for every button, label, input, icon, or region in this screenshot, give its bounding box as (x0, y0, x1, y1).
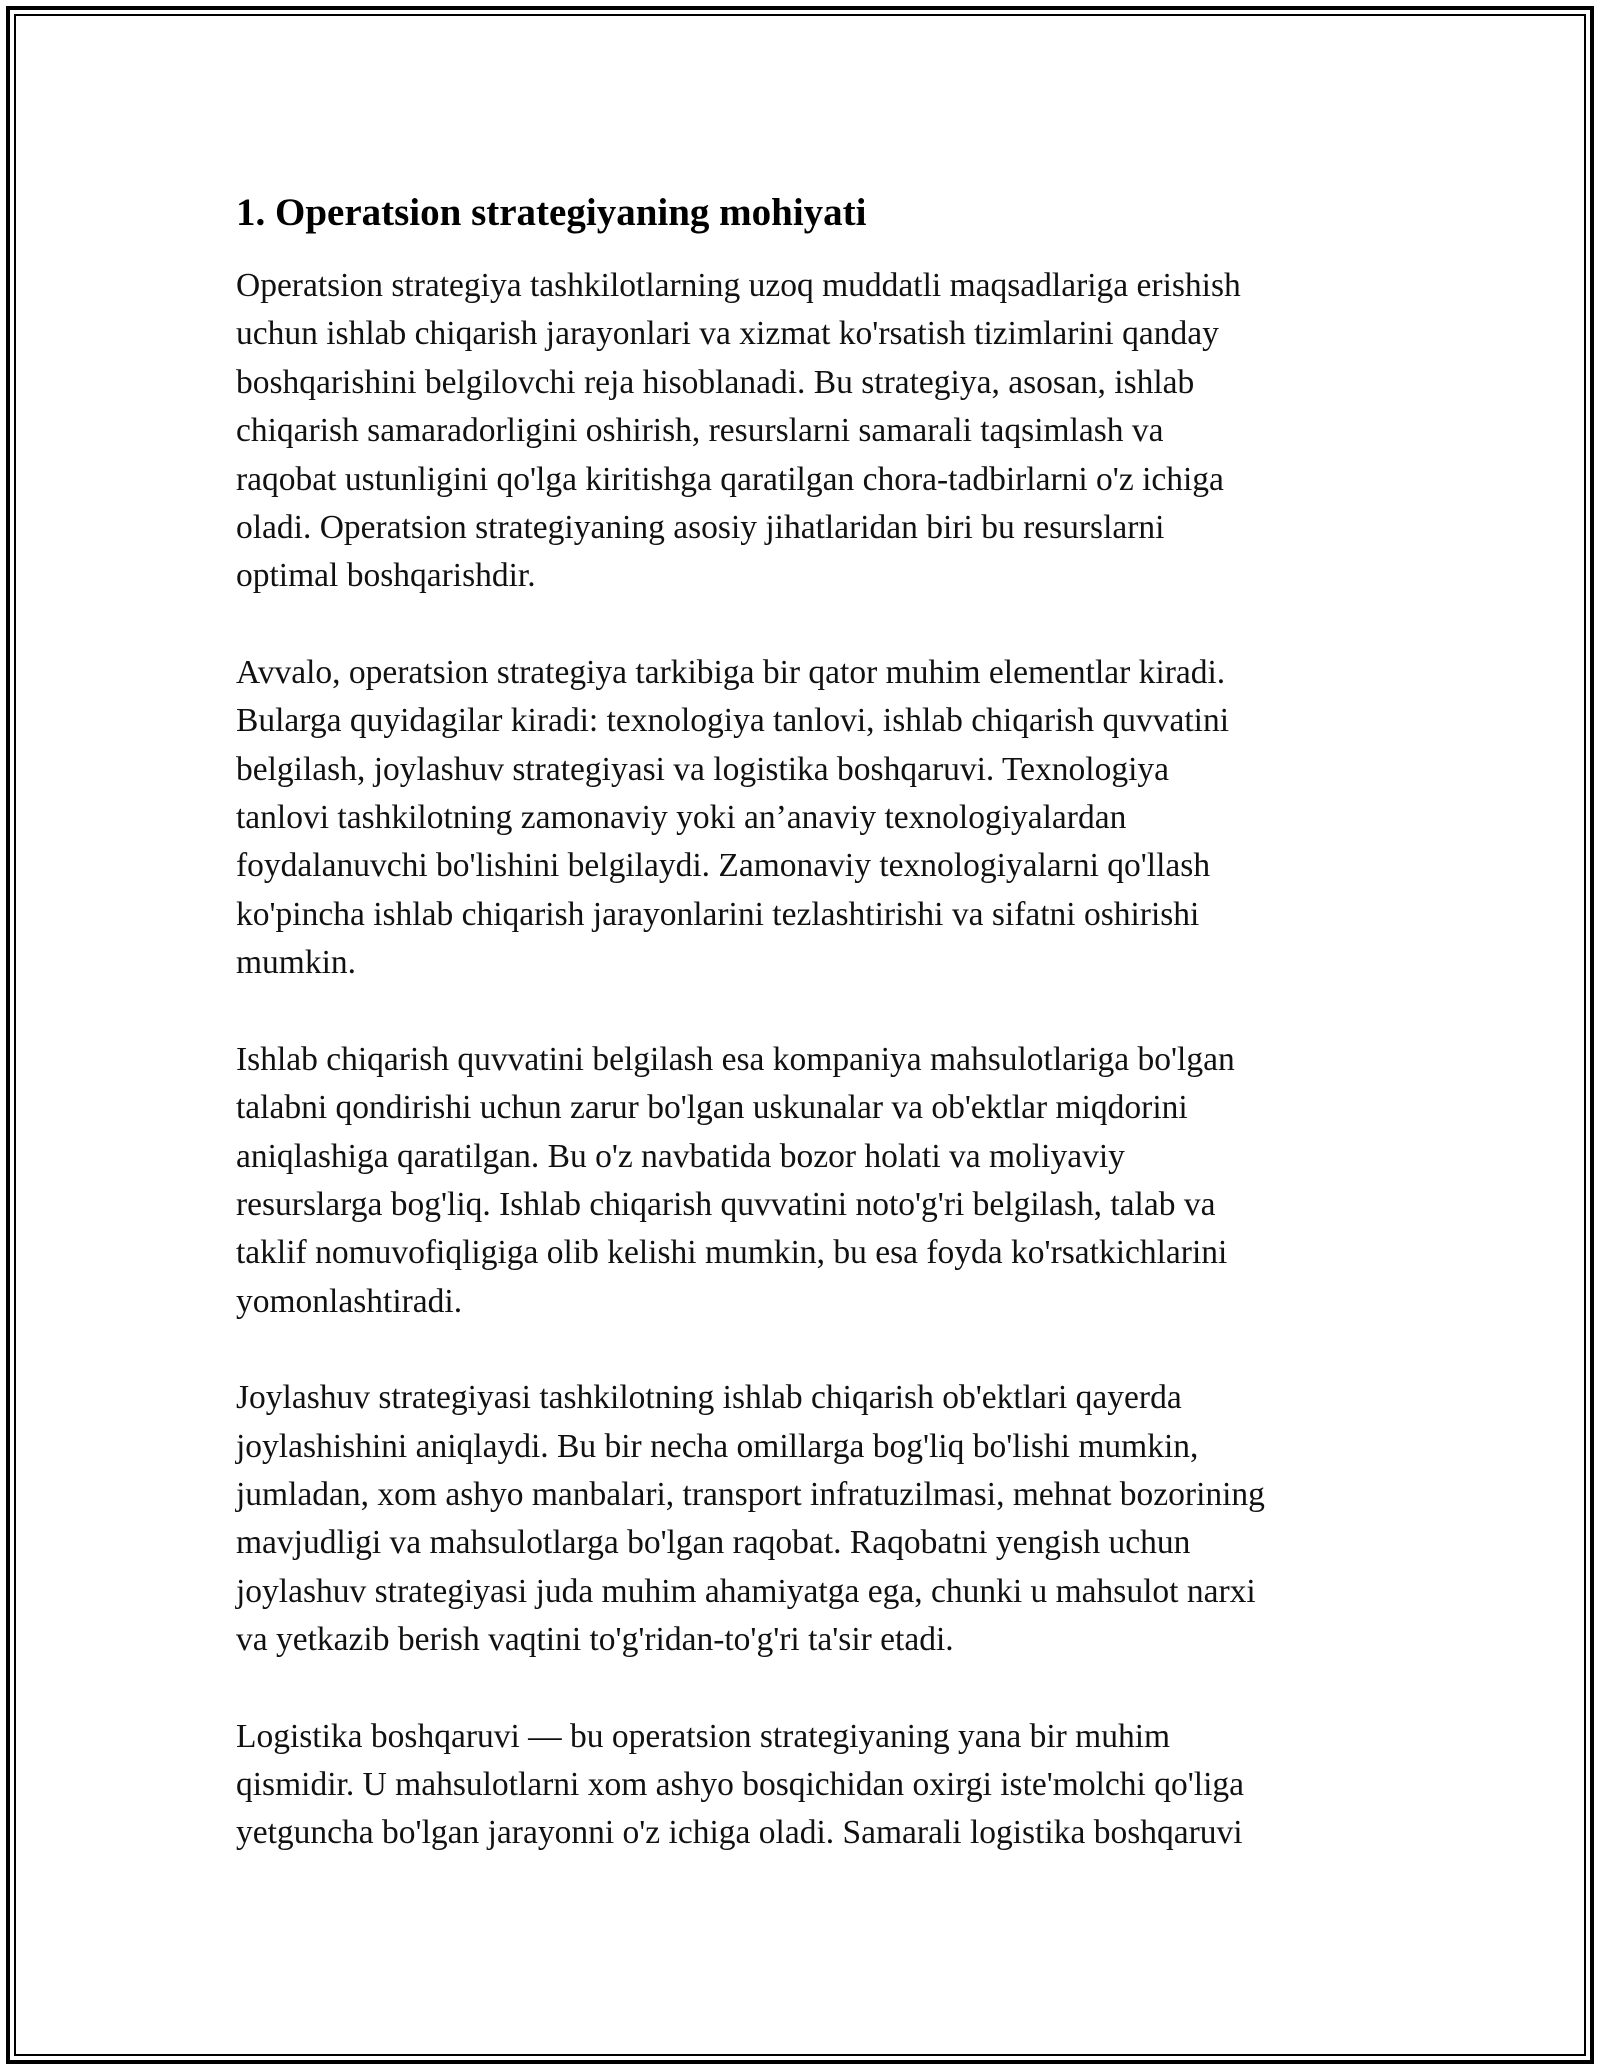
section-heading: 1. Operatsion strategiyaning mohiyati (236, 191, 867, 234)
paragraph-location: Joylashuv strategiyasi tashkilotning ishlab chiqarish ob'ektlari qayerda joylashishini aniqlaydi. Bu bir necha omillarga bog'liq bo'lishi mumkin, jumladan, xom ashyo manbalari, transport infratuzilmasi, mehnat bozorining mavjudligi va mahsulotlarga bo'lgan raqobat. Raqobatni yengish uchun joylashuv strategiyasi juda muhim ahamiyatga ega, chunki u mahsulot narxi va yetkazib berish vaqtini to'g'ridan-to'g'ri ta'sir etadi. (236, 1379, 1265, 1659)
paragraph-elements: Avvalo, operatsion strategiya tarkibiga bir qator muhim elementlar kiradi. Bularga quyidagilar kiradi: texnologiya tanlovi, ishlab chiqarish quvvatini belgilash, joylashuv strategiyasi va logistika boshqaruvi. Texnologiya tanlovi tashkilotning zamonaviy yoki an’anaviy texnologiyalardan foydalanuvchi bo'lishini belgilaydi. Zamonaviy texnologiyalarni qo'llash ko'pincha ishlab chiqarish jarayonlarini tezlashtirishi va sifatni oshirishi mumkin. (236, 653, 1230, 982)
paragraph-capacity: Ishlab chiqarish quvvatini belgilash esa kompaniya mahsulotlariga bo'lgan talabni qondirishi uchun zarur bo'lgan uskunalar va ob'ektlar miqdorini aniqlashiga qaratilgan. Bu o'z navbatida bozor holati va moliyaviy resurslarga bog'liq. Ishlab chiqarish quvvatini noto'g'ri belgilash, talab va taklif nomuvofiqligiga olib kelishi mumkin, bu esa foyda ko'rsatkichlarini yomonlashtiradi. (236, 1040, 1235, 1320)
document-body (236, 188, 1366, 1906)
paragraph-essence: Operatsion strategiya tashkilotlarning uzoq muddatli maqsadlariga erishish uchun ishlab chiqarish jarayonlari va xizmat ko'rsatish tizimlarini qanday boshqarishini belgilovchi reja hisoblanadi. Bu strategiya, asosan, ishlab chiqarish samaradorligini oshirish, resurslarni samarali taqsimlash va raqobat ustunligini qo'lga kiritishga qaratilgan chora-tadbirlarni o'z ichiga oladi. Operatsion strategiyaning asosiy jihatlaridan biri bu resurslarni optimal boshqarishdir. (236, 267, 1241, 595)
paragraph-logistics: Logistika boshqaruvi — bu operatsion strategiyaning yana bir muhim qismidir. U mahsulotlarni xom ashyo bosqichidan oxirgi iste'molchi qo'liga yetguncha bo'lgan jarayonni o'z ichiga oladi. Samarali logistika boshqaruvi (236, 1717, 1244, 1852)
